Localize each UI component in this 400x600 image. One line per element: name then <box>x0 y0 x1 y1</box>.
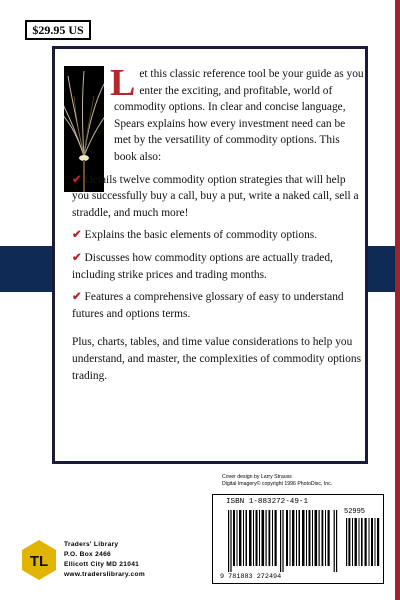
design-credit: Cover design by Larry Strauss <box>222 474 292 480</box>
price-addon-barcode <box>346 518 380 566</box>
ean-digits: 9 781883 272494 <box>220 573 282 581</box>
logo-text: TL <box>29 553 49 570</box>
bullet-item: ✔ Details twelve commodity option strategies that will help you successfully buy a call, buy a put, write a naked call, sell a straddle, and much more! <box>72 173 359 219</box>
bullet-item: ✔ Features a comprehensive glossary of easy to understand futures and options terms. <box>72 291 344 320</box>
publisher-website: www.traderslibrary.com <box>64 571 145 578</box>
publisher-address-line-1: P.O. Box 2466 <box>64 551 112 558</box>
bullet-item: ✔ Explains the basic elements of commodity options. <box>72 229 318 242</box>
checkmark-icon: ✔ <box>72 173 82 186</box>
description-text <box>72 62 364 384</box>
checkmark-icon: ✔ <box>72 229 82 242</box>
imagery-credit: Digital Imagery© copyright 1996 PhotoDisc, Inc. <box>222 481 333 487</box>
intro-paragraph: Let this classic reference tool be your guide as you enter the exciting, and profitable, world of commodity options. In clear and concise language, Spears explains how every investment need can be met by the versatility of commodity options. This book also: <box>110 62 364 163</box>
drop-cap-letter: L <box>110 62 136 104</box>
checkmark-icon: ✔ <box>72 291 82 304</box>
ean-barcode <box>228 510 338 572</box>
publisher-address-line-2: Ellicott City MD 21041 <box>64 561 140 568</box>
publisher-name: Traders' Library <box>64 541 119 548</box>
red-edge-stripe <box>395 0 400 600</box>
isbn-number: ISBN 1-883272-49-1 <box>226 498 309 506</box>
publisher-info <box>64 540 145 580</box>
price-addon-number: 52995 <box>344 508 366 516</box>
closing-paragraph: Plus, charts, tables, and time value considerations to help you understand, and master, the complexities of commodity options trading. <box>72 336 361 382</box>
credits <box>222 474 332 488</box>
bullet-item: ✔ Discusses how commodity options are actually traded, including strike prices and trading months. <box>72 251 333 281</box>
price-label: $29.95 US <box>25 20 91 40</box>
checkmark-icon: ✔ <box>72 251 82 264</box>
traders-library-logo <box>22 540 56 580</box>
